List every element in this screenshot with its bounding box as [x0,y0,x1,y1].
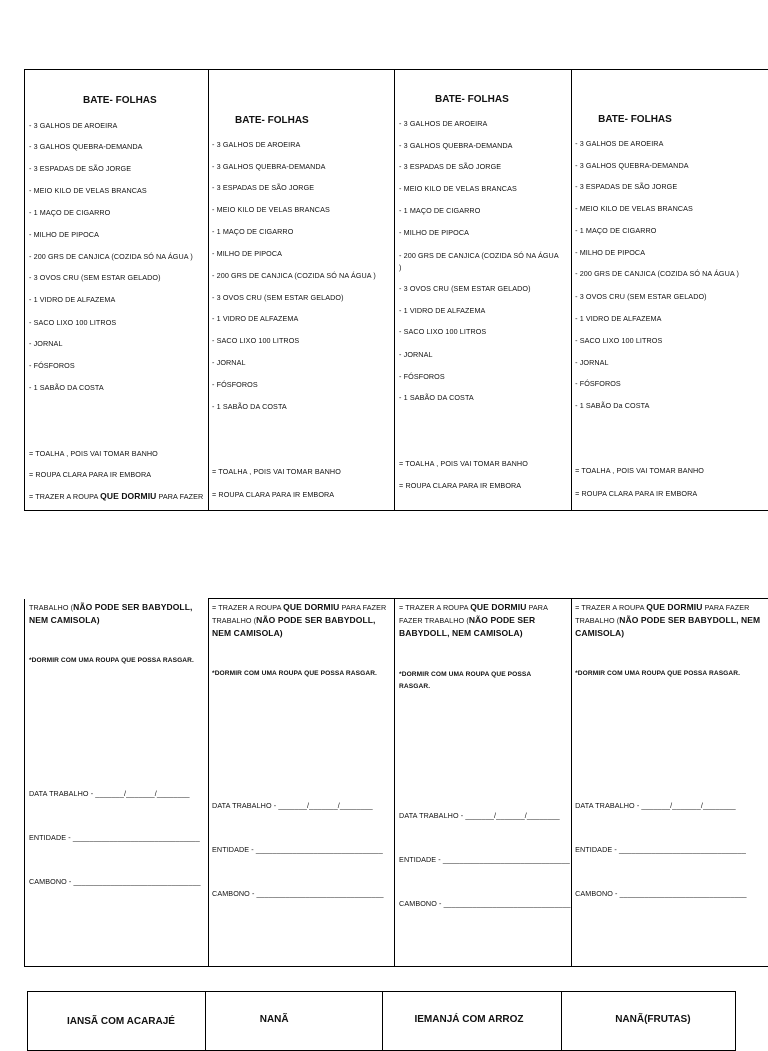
list-item: - SACO LIXO 100 LITROS [212,336,300,345]
list-item: - MEIO KILO DE VELAS BRANCAS [575,204,693,213]
note-item: = ROUPA CLARA PARA IR EMBORA [212,490,335,499]
note-item: = ROUPA CLARA PARA IR EMBORA [399,481,522,490]
bottom-card-1 [28,992,206,1051]
entidade-field: ENTIDADE - _______________________________ [399,855,570,864]
top-card-table [24,69,768,511]
list-item: - 1 SABÃO Da COSTA [575,401,650,410]
note-item: = TOALHA , POIS VAI TOMAR BANHO [399,459,528,468]
list-item: - 1 MAÇO DE CIGARRO [399,206,481,215]
card-title: NANÃ(FRUTAS) [615,1014,691,1025]
card-title: IEMANJÁ COM ARROZ [414,1014,524,1025]
list-item: - JORNAL [399,350,433,359]
data-trabalho-field: DATA TRABALHO - _______/_______/________ [575,801,736,810]
list-item: - 3 ESPADAS DE SÃO JORGE [575,182,678,191]
list-item: - 3 OVOS CRU (SEM ESTAR GELADO) [575,292,707,301]
list-item: - 3 OVOS CRU (SEM ESTAR GELADO) [212,293,344,302]
list-item: - 1 MAÇO DE CIGARRO [575,226,657,235]
entidade-field: ENTIDADE - _______________________________ [29,832,200,842]
list-item: - 200 GRS DE CANJICA (COZIDA SÓ NA ÁGUA ) [29,252,193,261]
data-trabalho-field: DATA TRABALHO - _______/_______/________ [399,811,560,820]
card-title: BATE- FOLHAS [435,94,509,105]
list-item: - 3 GALHOS DE AROEIRA [399,119,488,128]
middle-card-table [24,598,768,967]
cambono-field: CAMBONO - _______________________________ [29,876,201,886]
list-item: - 3 GALHOS DE AROEIRA [575,139,664,148]
bottom-card-3 [383,992,562,1051]
list-item: - 1 VIDRO DE ALFAZEMA [212,314,299,323]
list-item: - 3 OVOS CRU (SEM ESTAR GELADO) [29,273,161,282]
note-item: = TOALHA , POIS VAI TOMAR BANHO [212,467,341,476]
card-title: BATE- FOLHAS [235,115,309,126]
list-item: - 3 GALHOS QUEBRA-DEMANDA [29,142,143,151]
list-item: - 3 GALHOS QUEBRA-DEMANDA [399,141,513,150]
trazer-roupa-text: = TRAZER A ROUPA QUE DORMIU PARA FAZER TRABALHO (NÃO PODE SER BABYDOLL, NEM CAMISOLA) [575,602,761,638]
list-item: - 1 MAÇO DE CIGARRO [212,227,294,236]
bottom-card-4 [562,992,736,1051]
cambono-field: CAMBONO - _______________________________ [399,899,571,908]
trazer-roupa-text: = TRAZER A ROUPA QUE DORMIU PARA FAZER TRABALHO (NÃO PODE SER BABYDOLL, NEM CAMISOLA) [212,602,387,638]
list-item: - 3 GALHOS QUEBRA-DEMANDA [212,162,326,171]
note-item: = TOALHA , POIS VAI TOMAR BANHO [575,466,704,475]
list-item: - MEIO KILO DE VELAS BRANCAS [29,186,147,195]
top-card-4 [572,70,768,511]
dormir-note: *DORMIR COM UMA ROUPA QUE POSSA RASGAR. [212,670,377,677]
list-item: - 1 VIDRO DE ALFAZEMA [575,314,662,323]
list-item: - MEIO KILO DE VELAS BRANCAS [399,184,517,193]
list-item: - 1 SABÃO DA COSTA [212,402,287,411]
list-item: - SACO LIXO 100 LITROS [575,336,663,345]
note-item: = ROUPA CLARA PARA IR EMBORA [575,489,698,498]
list-item: - 3 OVOS CRU (SEM ESTAR GELADO) [399,284,531,293]
list-item: - FÓSFOROS [399,372,445,381]
cambono-field: CAMBONO - _______________________________ [212,889,384,898]
entidade-field: ENTIDADE - _______________________________ [575,845,746,854]
mid-card-3 [395,599,572,967]
list-item: - FÓSFOROS [29,361,75,370]
note-item: = TOALHA , POIS VAI TOMAR BANHO [29,449,158,458]
list-item: - 3 ESPADAS DE SÃO JORGE [29,164,132,173]
list-item: - FÓSFOROS [575,379,621,388]
card-title: NANÃ [259,1014,289,1025]
list-item: - 3 GALHOS DE AROEIRA [29,121,118,130]
list-item: - 1 MAÇO DE CIGARRO [29,208,111,217]
card-title: BATE- FOLHAS [598,114,672,125]
list-item: - 200 GRS DE CANJICA (COZIDA SÓ NA ÁGUA ) [399,251,559,272]
list-item: - 3 GALHOS QUEBRA-DEMANDA [575,161,689,170]
list-item: - JORNAL [575,358,609,367]
list-item: - 200 GRS DE CANJICA (COZIDA SÓ NA ÁGUA ) [212,271,376,280]
card-title: BATE- FOLHAS [83,95,157,106]
dormir-note: *DORMIR COM UMA ROUPA QUE POSSA RASGAR. [399,671,531,690]
list-item: - JORNAL [212,358,246,367]
list-item: - JORNAL [29,339,63,348]
list-item: - FÓSFOROS [212,380,258,389]
list-item: - 3 GALHOS DE AROEIRA [212,140,301,149]
data-trabalho-field: DATA TRABALHO - _______/_______/________ [212,801,373,810]
bottom-card-table [27,991,736,1051]
list-item: - 1 VIDRO DE ALFAZEMA [399,306,486,315]
list-item: - MILHO DE PIPOCA [399,228,470,237]
list-item: - 200 GRS DE CANJICA (COZIDA SÓ NA ÁGUA ) [575,269,739,278]
cambono-field: CAMBONO - _______________________________ [575,889,747,898]
list-item: - 1 SABÃO DA COSTA [29,383,104,392]
mid-card-2 [209,599,395,967]
trazer-roupa-text: = TRAZER A ROUPA QUE DORMIU PARA FAZER TRABALHO (NÃO PODE SER BABYDOLL, NEM CAMISOLA) [399,602,548,638]
data-trabalho-field: DATA TRABALHO - _______/_______/________ [29,788,190,798]
dormir-note: *DORMIR COM UMA ROUPA QUE POSSA RASGAR. [29,656,194,664]
list-item: - MILHO DE PIPOCA [212,249,283,258]
list-item: - SACO LIXO 100 LITROS [29,318,117,327]
list-item: - MEIO KILO DE VELAS BRANCAS [212,205,330,214]
card-title: IANSÃ COM ACARAJÉ [67,1016,175,1027]
trazer-roupa-text: = TRAZER A ROUPA QUE DORMIU PARA FAZER [29,491,204,501]
note-item: = ROUPA CLARA PARA IR EMBORA [29,470,152,479]
top-card-1 [25,70,209,511]
list-item: - SACO LIXO 100 LITROS [399,327,487,336]
top-card-3 [395,70,572,511]
dormir-note: *DORMIR COM UMA ROUPA QUE POSSA RASGAR. [575,670,741,677]
list-item: - 1 VIDRO DE ALFAZEMA [29,295,116,304]
bottom-card-2 [205,992,383,1051]
list-item: - 3 ESPADAS DE SÃO JORGE [212,183,315,192]
top-card-2 [209,70,395,511]
list-item: - 1 SABÃO DA COSTA [399,393,474,402]
list-item: - 3 ESPADAS DE SÃO JORGE [399,162,502,171]
list-item: - MILHO DE PIPOCA [29,230,99,239]
list-item: - MILHO DE PIPOCA [575,248,646,257]
entidade-field: ENTIDADE - _______________________________ [212,845,383,854]
mid-card-1 [25,599,209,967]
mid-card-4 [572,599,768,967]
trabalho-text: TRABALHO (NÃO PODE SER BABYDOLL, NEM CAMISOLA) [29,601,193,625]
